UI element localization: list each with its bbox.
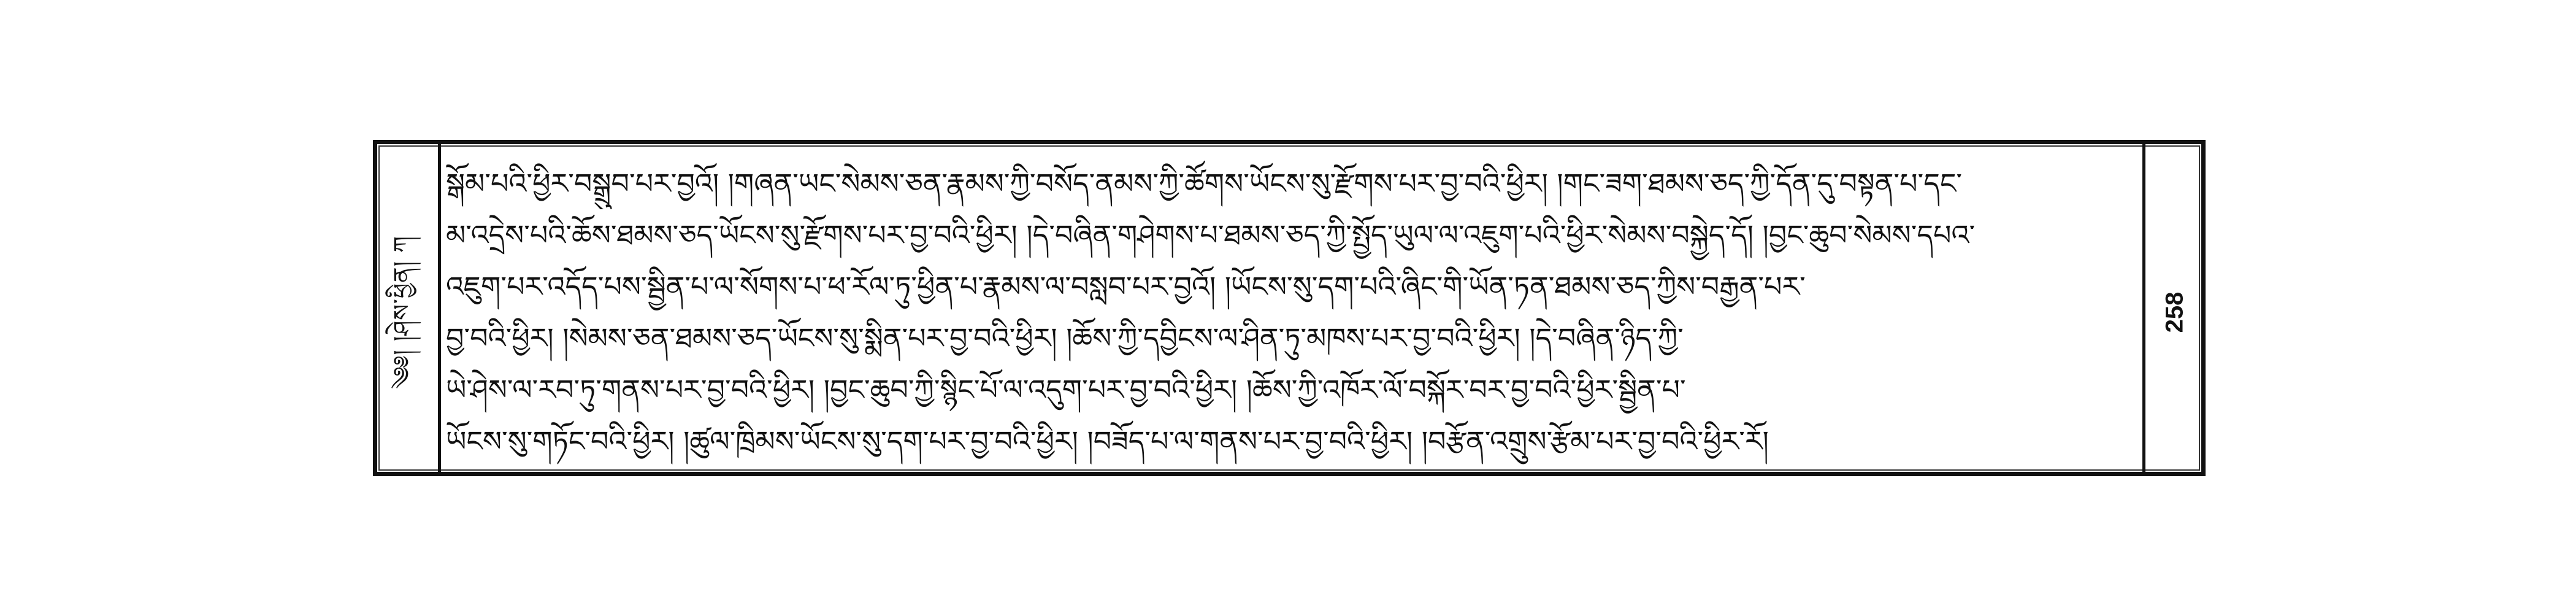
page-number: 258 bbox=[2161, 291, 2188, 333]
right-margin bbox=[2142, 144, 2201, 472]
text-line-2: མ་འདྲེས་པའི་ཆོས་ཐམས་ཅད་ཡོངས་སུ་རྫོགས་པར་བྱ་བའི་ཕྱིར། །དེ་བཞིན་གཤེགས་པ་ཐམས་ཅད་ཀྱི་སྤྱོད་ཡུལ་ལ་འཇུག་པའི་ཕྱིར་སེམས་བསྐྱེད་དོ། །བྱང་ཆུབ་སེམས་དཔའ་ bbox=[446, 218, 1976, 252]
text-line-3: འཇུག་པར་འདོད་པས་སྦྱིན་པ་ལ་སོགས་པ་ཕ་རོལ་ཏུ་ཕྱིན་པ་རྣམས་ལ་བསླབ་པར་བྱའོ། །ཡོངས་སུ་དག་པའི་ཞིང་གི་ཡོན་ཏན་ཐམས་ཅད་ཀྱིས་བརྒྱན་པར་ bbox=[446, 270, 1806, 303]
text-line-5: ཡེ་ཤེས་ལ་རབ་ཏུ་གནས་པར་བྱ་བའི་ཕྱིར། །བྱང་ཆུབ་ཀྱི་སྙིང་པོ་ལ་འདུག་པར་བྱ་བའི་ཕྱིར། །ཆོས་ཀྱི་འཁོར་ལོ་བསྐོར་བར་བྱ་བའི་ཕྱིར་སྦྱིན་པ་ bbox=[446, 373, 1686, 406]
text-line-1: སྒོམ་པའི་ཕྱིར་བསྒྲུབ་པར་བྱའོ། །གཞན་ཡང་སེམས་ཅན་རྣམས་ཀྱི་བསོད་ནམས་ཀྱི་ཚོགས་ཡོངས་སུ་རྫོགས་པར་བྱ་བའི་ཕྱིར། །གང་ཟག་ཐམས་ཅད་ཀྱི་དོན་དུ་བསྟན་པ་དང་ bbox=[446, 167, 1963, 200]
left-margin bbox=[377, 144, 441, 472]
text-line-6: ཡོངས་སུ་གཏོང་བའི་ཕྱིར། །ཚུལ་ཁྲིམས་ཡོངས་སུ་དག་པར་བྱ་བའི་ཕྱིར། །བཟོད་པ་ལ་གནས་པར་བྱ་བའི་ཕྱིར། །བརྩོན་འགྲུས་རྩོམ་པར་བྱ་བའི་ཕྱིར་རོ། bbox=[446, 425, 1769, 458]
text-line-4: བྱ་བའི་ཕྱིར། །སེམས་ཅན་ཐམས་ཅད་ཡོངས་སུ་སྨིན་པར་བྱ་བའི་ཕྱིར། །ཆོས་ཀྱི་དབྱིངས་ལ་ཤིན་ཏུ་མཁས་པར་བྱ་བའི་ཕྱིར། །དེ་བཞིན་ཉིད་ཀྱི་ bbox=[446, 322, 1684, 355]
text-body bbox=[446, 158, 2145, 465]
pecha-folio bbox=[373, 140, 2206, 476]
margin-title: ༄༅། །ཤེས་ཕྱིན། ཀ bbox=[388, 236, 416, 389]
